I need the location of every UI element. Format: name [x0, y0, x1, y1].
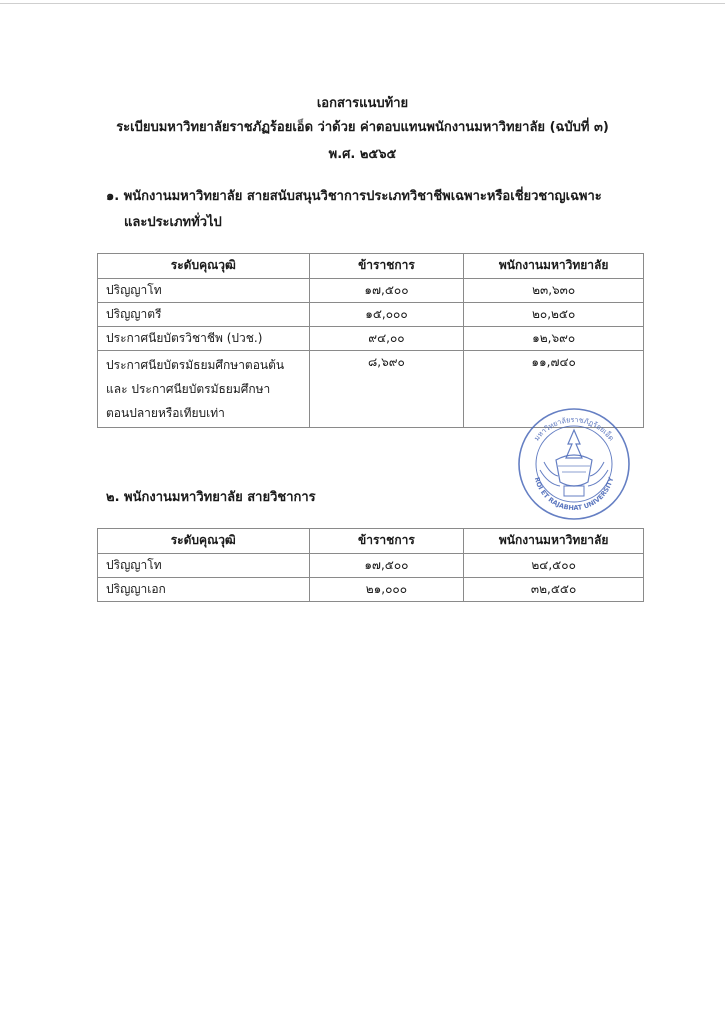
- cell-level-line: และ ประกาศนียบัตรมัธยมศึกษา: [106, 382, 271, 396]
- cell-university-staff: ๓๒,๕๕๐: [464, 578, 644, 602]
- column-header-civil-servant: ข้าราชการ: [309, 254, 464, 279]
- cell-level-line: ตอนปลายหรือเทียบเท่า: [106, 406, 225, 420]
- cell-civil-servant: ๘,๖๙๐: [309, 351, 464, 428]
- cell-level: ปริญญาโท: [98, 279, 310, 303]
- svg-text:ROI ET RAJABHAT UNIVERSITY: [533, 476, 616, 512]
- table-header-row: [98, 254, 644, 279]
- section1-table: [97, 253, 644, 428]
- document-header-year: พ.ศ. ๒๕๖๕: [328, 147, 397, 162]
- table-row: [98, 327, 644, 351]
- cell-civil-servant: ๑๗,๕๐๐: [309, 554, 464, 578]
- cell-university-staff: ๒๔,๕๐๐: [464, 554, 644, 578]
- table-header-row: [98, 529, 644, 554]
- cell-university-staff: ๒๐,๒๕๐: [464, 303, 644, 327]
- cell-civil-servant: ๒๑,๐๐๐: [309, 578, 464, 602]
- column-header-level: ระดับคุณวุฒิ: [98, 529, 310, 554]
- column-header-level: ระดับคุณวุฒิ: [98, 254, 310, 279]
- table-row: [98, 279, 644, 303]
- cell-university-staff: ๑๑,๗๔๐: [464, 351, 644, 428]
- cell-civil-servant: ๙๔,๐๐: [309, 327, 464, 351]
- column-header-university-staff: พนักงานมหาวิทยาลัย: [464, 529, 644, 554]
- column-header-civil-servant: ข้าราชการ: [309, 529, 464, 554]
- cell-civil-servant: ๑๗,๕๐๐: [309, 279, 464, 303]
- page-top-edge: [0, 3, 725, 4]
- table-row: [98, 554, 644, 578]
- section2-title: ๒. พนักงานมหาวิทยาลัย สายวิชาการ: [106, 490, 316, 505]
- table-row: [98, 578, 644, 602]
- section2-table: [97, 528, 644, 602]
- cell-level: ปริญญาตรี: [98, 303, 310, 327]
- cell-university-staff: ๒๓,๖๓๐: [464, 279, 644, 303]
- seal-text-thai: มหาวิทยาลัยราชภัฏร้อยเอ็ด: [531, 414, 617, 443]
- document-header-regulation: ระเบียบมหาวิทยาลัยราชภัฏร้อยเอ็ด ว่าด้วย ค่าตอบแทนพนักงานมหาวิทยาลัย (ฉบับที่ ๓): [116, 120, 609, 135]
- document-header-title: เอกสารแนบท้าย: [316, 96, 409, 111]
- cell-level: ปริญญาโท: [98, 554, 310, 578]
- cell-university-staff: ๑๒,๖๙๐: [464, 327, 644, 351]
- cell-level: ปริญญาเอก: [98, 578, 310, 602]
- seal-text-english: ROI ET RAJABHAT UNIVERSITY: [532, 476, 616, 513]
- cell-level: [98, 351, 310, 428]
- university-seal-icon: [514, 404, 634, 524]
- cell-level-line: ประกาศนียบัตรมัธยมศึกษาตอนต้น: [106, 358, 285, 372]
- cell-level: ประกาศนียบัตรวิชาชีพ (ปวช.): [98, 327, 310, 351]
- section1-title-continued: และประเภททั่วไป: [124, 215, 222, 230]
- column-header-university-staff: พนักงานมหาวิทยาลัย: [464, 254, 644, 279]
- table-row: [98, 303, 644, 327]
- section1-title: ๑. พนักงานมหาวิทยาลัย สายสนับสนุนวิชาการประเภทวิชาชีพเฉพาะหรือเชี่ยวชาญเฉพาะ: [106, 189, 602, 204]
- cell-civil-servant: ๑๕,๐๐๐: [309, 303, 464, 327]
